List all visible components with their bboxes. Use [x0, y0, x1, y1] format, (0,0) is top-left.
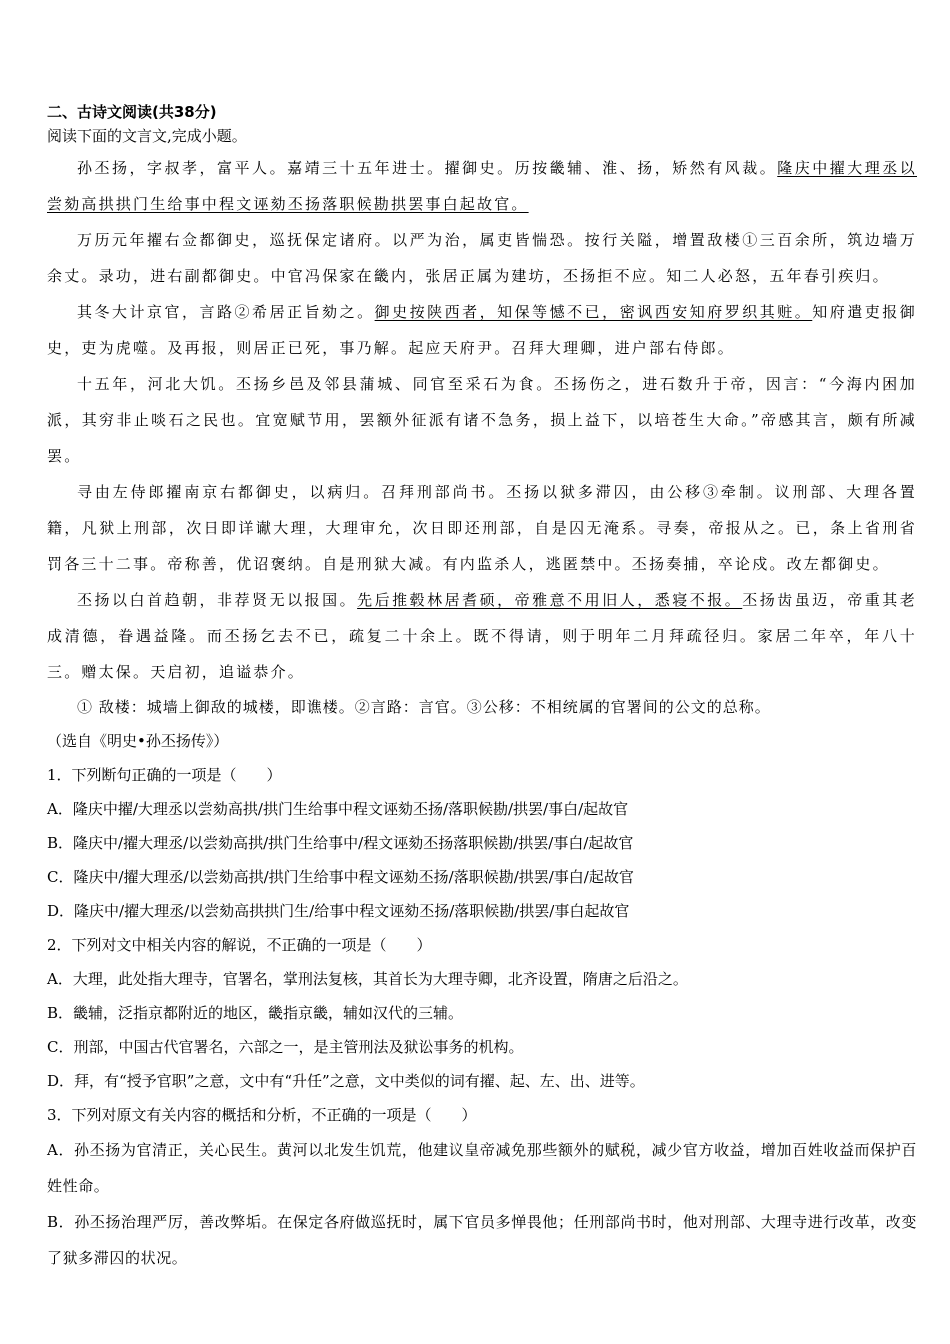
passage-paragraph-5: 寻由左侍郎擢南京右都御史，以病归。召拜刑部尚书。丕扬以狱多滞囚，由公移③牵制。议刑部、大理各置籍，凡狱上刑部，次日即详谳大理，大理审允，次日即还刑部，自是囚无淹系。寻奏，帝报从之。已，条上省刑省罚各三十二事。帝称善，优诏褒纳。自是刑狱大减。有内监杀人，逃匿禁中。丕扬奏捕，卒论戍。改左都御史。 [47, 483, 917, 573]
passage-source: （选自《明史•孙丕扬传》） [47, 732, 229, 750]
question-1 [47, 758, 917, 928]
passage-text: 知府遣吏报御史，吏为虎噬。及再报，则居正已死，事乃解。起应天府尹。召拜大理卿，进户部右侍郎。 [47, 303, 917, 357]
question-stem: 2．下列对文中相关内容的解说，不正确的一项是（ ） [47, 936, 432, 954]
passage-paragraph-1 [47, 150, 917, 222]
option-c: C．隆庆中/擢大理丞/以尝劾高拱/拱门生给事中程文诬劾丕扬/落职候勘/拱罢/事白/起故官 [47, 868, 634, 886]
option-b: B．隆庆中/擢大理丞/以尝劾高拱/拱门生给事中/程文诬劾丕扬落职候勘/拱罢/事白/起故官 [47, 834, 634, 852]
question-stem: 1．下列断句正确的一项是（ ） [47, 766, 282, 784]
option-d: D．拜，有“授予官职”之意，文中有“升任”之意，文中类似的词有擢、起、左、出、进等。 [47, 1072, 645, 1090]
option-a: A．大理，此处指大理寺，官署名，掌刑法复核，其首长为大理寺卿，北齐设置，隋唐之后沿之。 [47, 970, 688, 988]
question-3 [47, 1098, 917, 1276]
section-instruction: 阅读下面的文言文,完成小题。 [47, 127, 247, 145]
section-title: 二、古诗文阅读(共38分) [47, 103, 217, 121]
passage-paragraph-3 [47, 294, 917, 366]
passage-text: 丕扬以白首趋朝，非荐贤无以报国。 [77, 591, 358, 609]
option-b: B．畿辅，泛指京都附近的地区，畿指京畿，辅如汉代的三辅。 [47, 1004, 464, 1022]
question-2 [47, 928, 917, 1098]
passage-paragraph-4: 十五年，河北大饥。丕扬乡邑及邻县蒲城、同官至采石为食。丕扬伤之，进石数升于帝，因言：“今海内困加派，其穷非止啖石之民也。宜宽赋节用，罢额外征派有诸不急务，损上益下，以培苍生大命。”帝感其言，颇有所减罢。 [47, 375, 917, 465]
classical-chinese-passage [47, 150, 917, 690]
option-a: A．孙丕扬为官清正，关心民生。黄河以北发生饥荒，他建议皇帝减免那些额外的赋税，减少官方收益，增加百姓收益而保护百姓性命。 [47, 1141, 917, 1195]
underlined-sentence: 御史按陕西者，知保等憾不已，密讽西安知府罗织其赃。 [374, 303, 813, 321]
underlined-sentence: 隆庆中擢大理丞以尝劾高拱拱门生给事中程文诬劾丕扬落职候勘拱罢事白起故官。 [47, 159, 917, 213]
option-c: C．刑部，中国古代官署名，六部之一，是主管刑法及狱讼事务的机构。 [47, 1038, 524, 1056]
passage-text: 孙丕扬，字叔孝，富平人。嘉靖三十五年进士。擢御史。历按畿辅、淮、扬，矫然有风裁。 [77, 159, 778, 177]
passage-notes: ① 敌楼：城墙上御敌的城楼，即谯楼。②言路：言官。③公移：不相统属的官署间的公文的总称。 [77, 698, 771, 716]
question-stem: 3．下列对原文有关内容的概括和分析，不正确的一项是（ ） [47, 1106, 477, 1124]
option-b: B．孙丕扬治理严厉，善改弊垢。在保定各府做巡抚时，属下官员多惮畏他；任刑部尚书时，他对刑部、大理寺进行改革，改变了狱多滞囚的状况。 [47, 1213, 917, 1267]
passage-paragraph-2: 万历元年擢右佥都御史，巡抚保定诸府。以严为治，属吏皆惴恐。按行关隘，增置敌楼①三百余所，筑边墙万余丈。录功，进右副都御史。中官冯保家在畿内，张居正属为建坊，丕扬拒不应。知二人必怒，五年春引疾归。 [47, 231, 917, 285]
passage-text: 丕扬齿虽迈，帝重其老成清德，眷遇益隆。而丕扬乞去不已，疏复二十余上。既不得请，则于明年二月拜疏径归。家居二年卒，年八十三。赠太保。天启初，追谥恭介。 [47, 591, 918, 681]
passage-paragraph-6 [47, 582, 917, 690]
option-a: A．隆庆中擢/大理丞以尝劾高拱/拱门生给事中程文诬劾丕扬/落职候勘/拱罢/事白/起故官 [47, 800, 629, 818]
exam-page [47, 100, 917, 1276]
underlined-sentence: 先后推毂林居耆硕，帝雅意不用旧人，悉寝不报。 [357, 591, 743, 609]
passage-text: 其冬大计京官，言路②希居正旨劾之。 [77, 303, 375, 321]
option-d: D．隆庆中/擢大理丞/以尝劾高拱拱门生/给事中程文诬劾丕扬/落职候勘/拱罢/事白起故官 [47, 902, 630, 920]
